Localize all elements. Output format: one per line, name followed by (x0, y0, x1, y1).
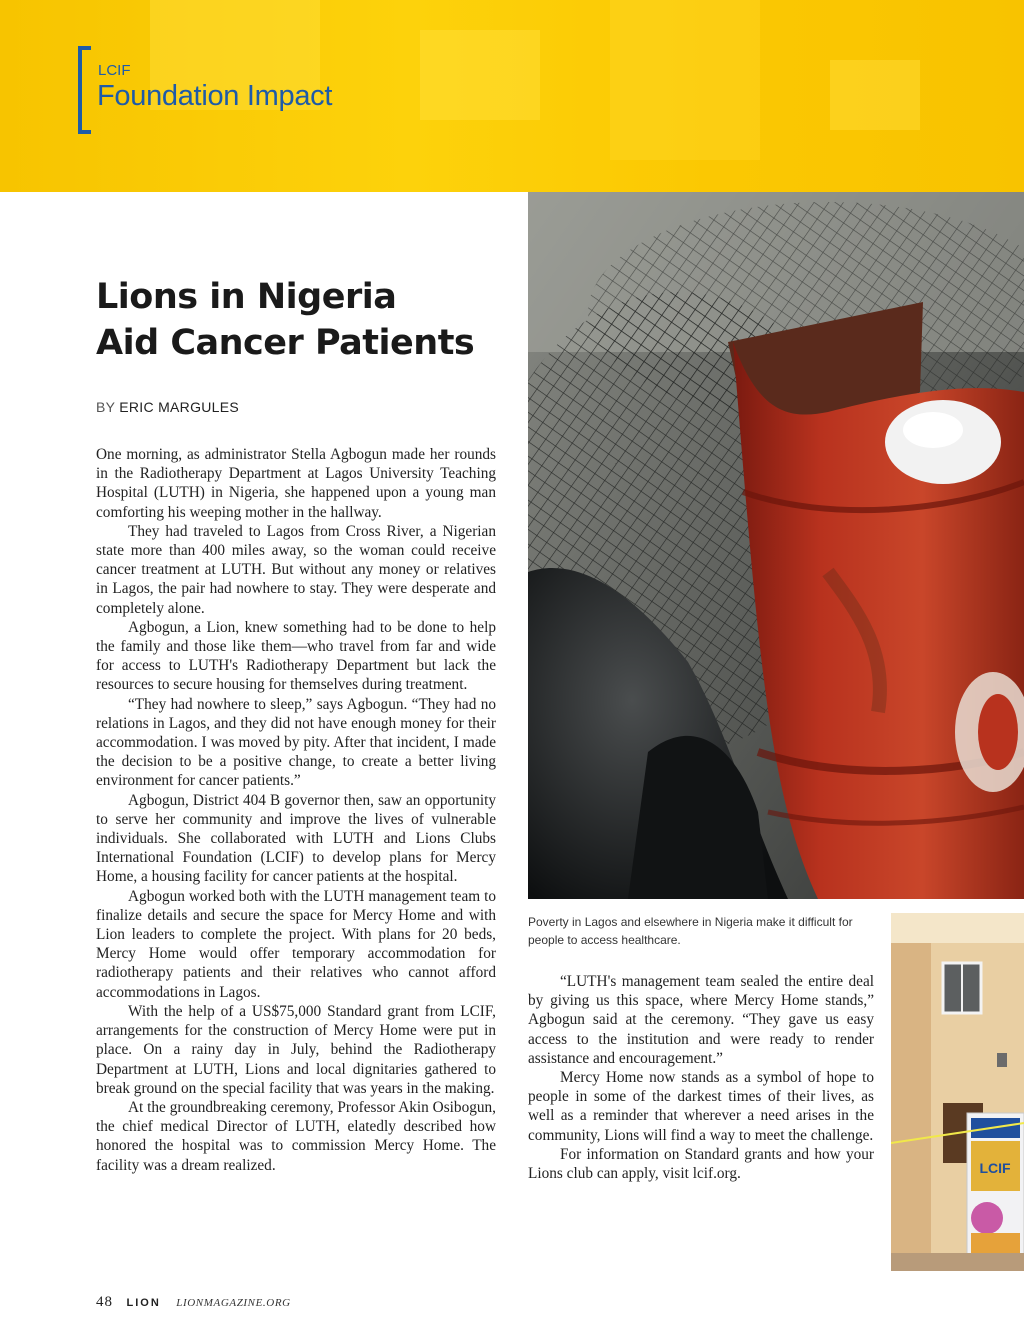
paragraph: At the groundbreaking ceremony, Professor Akin Osibogun, the chief medical Director of LUTH, elatedly described how honored the hospital was to commission Mercy Home. The facility was a dream realized. (96, 1098, 496, 1174)
section-bracket (78, 46, 91, 134)
side-photo-lcif-text: LCIF (979, 1160, 1011, 1176)
section-title: Foundation Impact (97, 80, 333, 112)
magazine-name: LION (126, 1297, 161, 1309)
article-column-left (96, 445, 496, 1175)
paragraph: “LUTH's management team sealed the entire deal by giving us this space, where Mercy Home stands,” Agbogun said at the ceremony. “They gave us easy access to the institution and were ready to render assistance and encouragement.” (528, 973, 874, 1067)
article-headline (96, 274, 516, 366)
paragraph: Agbogun worked both with the LUTH management team to finalize details and secure the space for Mercy Home and with Lion leaders to complete the project. With plans for 20 beds, Mercy Home would offer temporary accommodation for radiotherapy patients and their relatives who cannot afford accommodations in Lagos. (96, 887, 496, 1001)
headline-line-2: Aid Cancer Patients (96, 323, 475, 363)
paragraph: With the help of a US$75,000 Standard grant from LCIF, arrangements for the construction of Mercy Home were put in place. On a rainy day in July, behind the Radiotherapy Department at LUTH, Lions and local dignitaries gathered to break ground on the special facility that was years in the making. (96, 1002, 496, 1097)
byline-author: ERIC MARGULES (119, 399, 240, 415)
photo-caption: Poverty in Lagos and elsewhere in Nigeria make it difficult for people to access healthcare. (528, 915, 853, 947)
byline-prefix: BY (96, 399, 116, 415)
mercy-home-photo (891, 913, 1024, 1271)
section-kicker: LCIF (98, 62, 131, 79)
paragraph: Mercy Home now stands as a symbol of hope to people in some of the darkest times of their lives, as well as a reminder that wherever a need arises in the community, Lions will find a way to meet the challenge. (528, 1069, 874, 1144)
paragraph: Agbogun, District 404 B governor then, saw an opportunity to serve her community and improve the lives of vulnerable individuals. She collaborated with LUTH and Lions Clubs International Foundation (LCIF) to develop plans for Mercy Home, a housing facility for cancer patients at the hospital. (96, 791, 496, 886)
magazine-website: LIONMAGAZINE.ORG (176, 1297, 291, 1309)
paragraph: One morning, as administrator Stella Agbogun made her rounds in the Radiotherapy Department at Lagos University Teaching Hospital (LUTH) in Nigeria, she happened upon a young man comforting his weeping mother in the hallway. (96, 446, 496, 521)
article-column-right (528, 972, 874, 1183)
barrel-photo (528, 192, 1024, 899)
page-number: 48 (96, 1294, 113, 1310)
paragraph: For information on Standard grants and how your Lions club can apply, visit lcif.org. (528, 1145, 874, 1183)
byline (96, 399, 239, 415)
paragraph: Agbogun, a Lion, knew something had to be done to help the family and those like them—who travel from far and wide for access to LUTH's Radiotherapy Department but lack the resources to secure housing for themselves during treatment. (96, 618, 496, 694)
paragraph: “They had nowhere to sleep,” says Agbogun. “They had no relations in Lagos, and they did not have enough money for their accommodation. I was moved by pity. After that incident, I made the decision to be a positive change, to create a better living environment for cancer patients.” (96, 695, 496, 790)
header-banner (0, 0, 1024, 192)
headline-line-1: Lions in Nigeria (96, 277, 397, 317)
paragraph: They had traveled to Lagos from Cross River, a Nigerian state more than 400 miles away, so the woman could receive cancer treatment at LUTH. But without any money or relatives in Lagos, the pair had nowhere to stay. They were desperate and completely alone. (96, 522, 496, 617)
page-footer (96, 1294, 291, 1311)
